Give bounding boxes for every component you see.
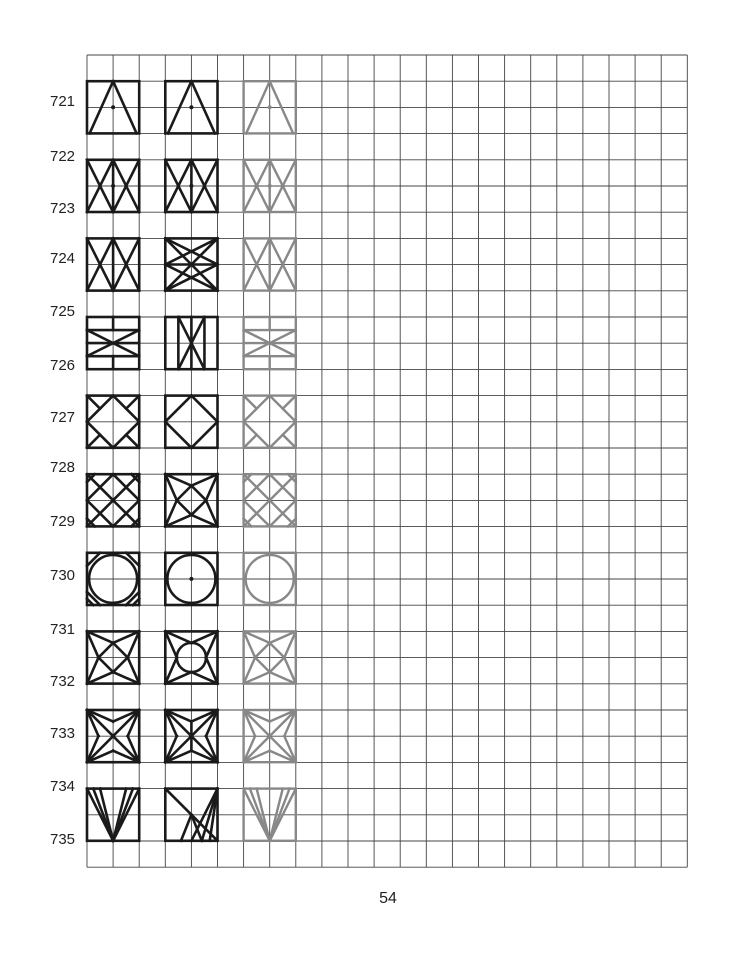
motif-woven-horizontal — [87, 317, 139, 369]
row-label: 735 — [50, 831, 76, 848]
row-label: 724 — [50, 250, 76, 267]
row-label: 734 — [50, 778, 76, 795]
row-label: 723 — [50, 200, 76, 217]
row-label: 727 — [50, 409, 76, 426]
motif-woven-horizontal — [244, 317, 296, 369]
row-label: 721 — [50, 93, 76, 110]
row-label: 728 — [50, 459, 76, 476]
page-number: 54 — [379, 890, 397, 907]
row-label: 731 — [50, 621, 76, 638]
row-label: 726 — [50, 357, 76, 374]
row-label: 725 — [50, 303, 76, 320]
row-label: 729 — [50, 513, 76, 530]
row-label: 733 — [50, 725, 76, 742]
row-label: 732 — [50, 673, 76, 690]
practice-grid — [87, 55, 687, 867]
row-label: 730 — [50, 567, 76, 584]
row-label: 722 — [50, 148, 76, 165]
